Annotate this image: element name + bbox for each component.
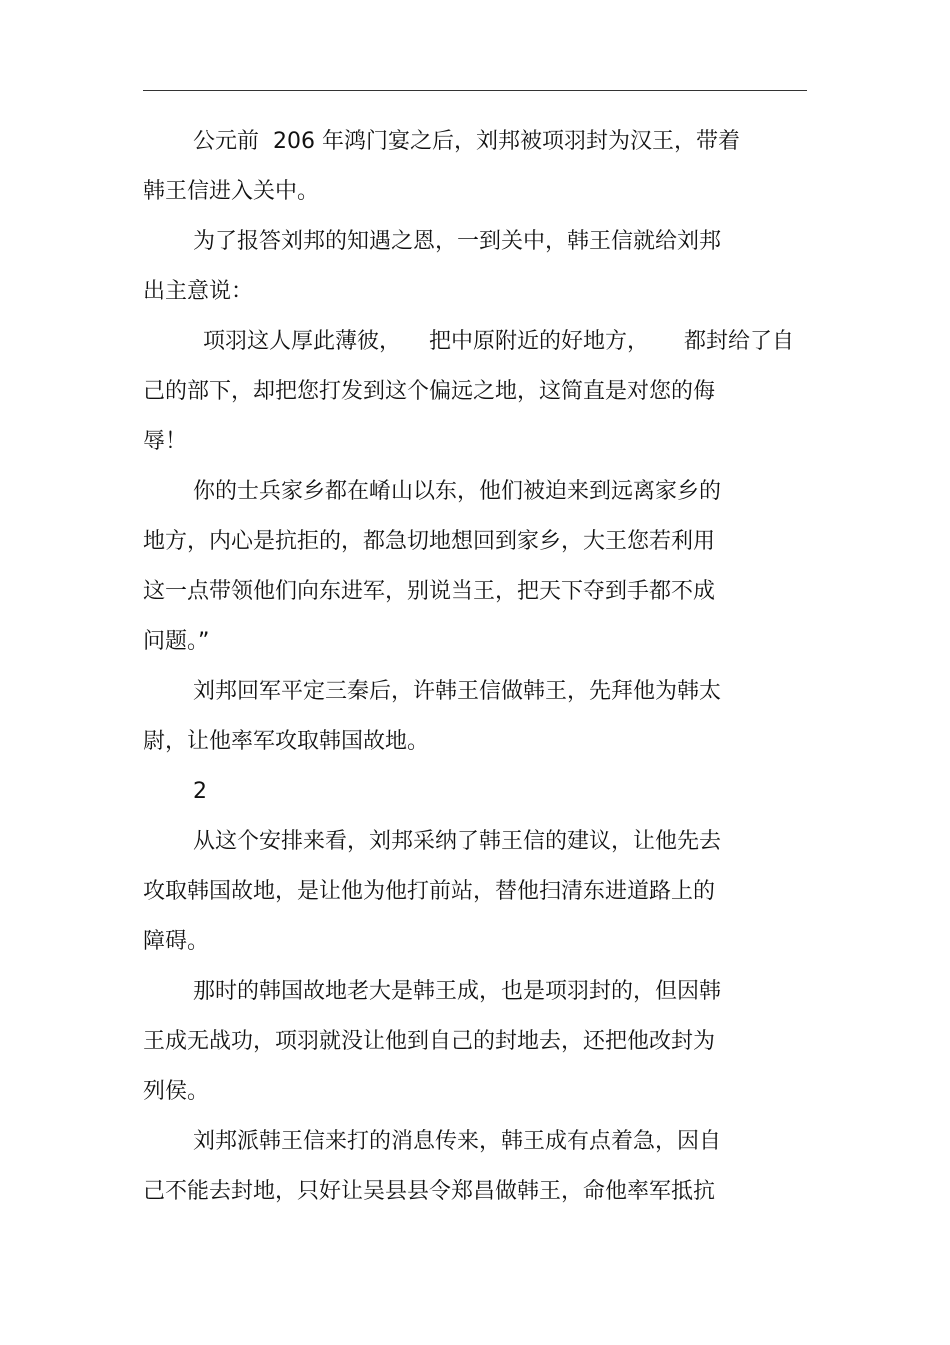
text-line: 公元前 206 年鸿门宴之后，刘邦被项羽封为汉王，带着 (193, 129, 740, 154)
text-line: 你的士兵家乡都在崤山以东，他们被迫来到远离家乡的 (193, 479, 722, 504)
header-rule (143, 90, 807, 91)
text-line: 出主意说： (143, 279, 254, 304)
section-number: 2 (193, 779, 207, 804)
text-line: 尉，让他率军攻取韩国故地。 (143, 729, 430, 754)
text-line: 列侯。 (143, 1079, 210, 1104)
text-line: 辱！ (143, 429, 188, 454)
text-line: 地方，内心是抗拒的，都急切地想回到家乡，大王您若利用 (143, 529, 716, 554)
text-line: 这一点带领他们向东进军，别说当王，把天下夺到手都不成 (143, 579, 716, 604)
text-line: 攻取韩国故地，是让他为他打前站，替他扫清东进道路上的 (143, 879, 716, 904)
text-line: 刘邦派韩王信来打的消息传来，韩王成有点着急，因自 (193, 1129, 722, 1154)
text-line: 从这个安排来看，刘邦采纳了韩王信的建议，让他先去 (193, 829, 722, 854)
text-line: 韩王信进入关中。 (143, 179, 320, 204)
text-line: 问题。” (143, 629, 210, 654)
text-line: 刘邦回军平定三秦后，许韩王信做韩王，先拜他为韩太 (193, 679, 722, 704)
text-line: 己不能去封地，只好让吴县县令郑昌做韩王，命他率军抵抗 (143, 1179, 716, 1204)
text-line: 己的部下，却把您打发到这个偏远之地，这简直是对您的侮 (143, 379, 716, 404)
text-line: 障碍。 (143, 929, 210, 954)
text-line: 那时的韩国故地老大是韩王成，也是项羽封的，但因韩 (193, 979, 722, 1004)
text-line: 王成无战功，项羽就没让他到自己的封地去，还把他改封为 (143, 1029, 716, 1054)
text-line: 项羽这人厚此薄彼， 把中原附近的好地方， 都封给了自 (203, 329, 794, 354)
text-line: 为了报答刘邦的知遇之恩，一到关中，韩王信就给刘邦 (193, 229, 722, 254)
